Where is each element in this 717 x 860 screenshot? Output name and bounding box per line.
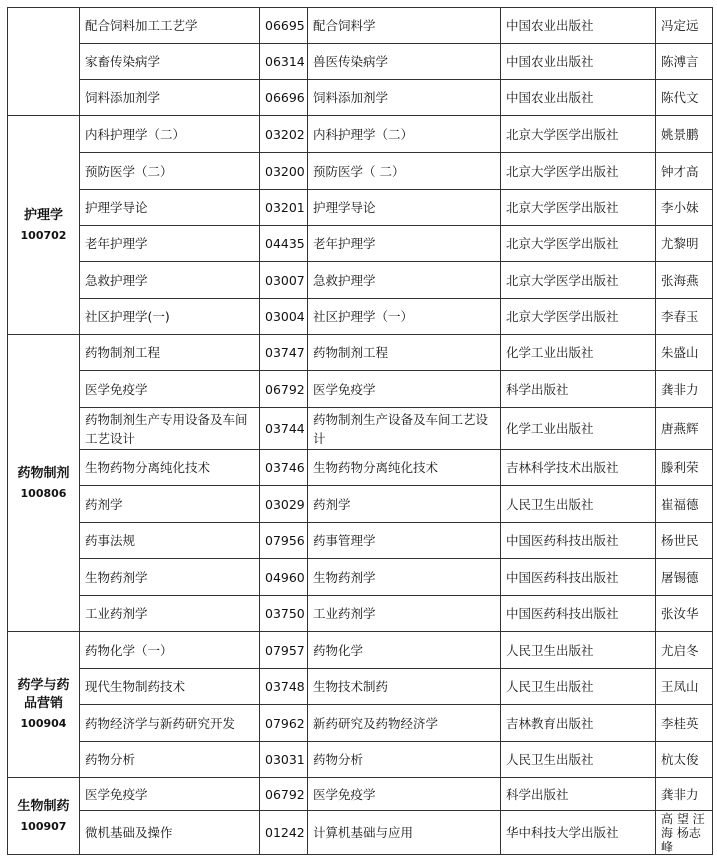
textbook-name: 工业药剂学 <box>308 596 501 632</box>
publisher: 人民卫生出版社 <box>501 486 656 523</box>
course-code: 03748 <box>260 669 308 705</box>
group-code: 100702 <box>20 228 67 242</box>
author: 张海燕 <box>656 262 713 299</box>
table-row <box>8 705 713 742</box>
textbook-name: 老年护理学 <box>308 226 501 262</box>
course-name: 配合饲料加工工艺学 <box>80 8 260 44</box>
author: 张汝华 <box>656 596 713 632</box>
author: 冯定远 <box>656 8 713 44</box>
course-code: 01242 <box>260 811 308 855</box>
table-row <box>8 778 713 811</box>
group-name: 药物制剂 <box>17 465 70 481</box>
group-cell <box>8 8 80 116</box>
textbook-name: 内科护理学（二） <box>308 116 501 153</box>
group-cell <box>8 632 80 778</box>
course-name: 药物分析 <box>80 742 260 778</box>
publisher: 华中科技大学出版社 <box>501 811 656 855</box>
course-code: 07956 <box>260 523 308 559</box>
textbook-name: 护理学导论 <box>308 190 501 226</box>
course-name: 内科护理学（二） <box>80 116 260 153</box>
textbook-name: 医学免疫学 <box>308 371 501 408</box>
course-name: 药物经济学与新药研究开发 <box>80 705 260 742</box>
table-row <box>8 226 713 262</box>
publisher: 化学工业出版社 <box>501 408 656 450</box>
publisher: 中国医药科技出版社 <box>501 523 656 559</box>
course-code: 03202 <box>260 116 308 153</box>
publisher: 吉林科学技术出版社 <box>501 450 656 486</box>
publisher: 北京大学医学出版社 <box>501 116 656 153</box>
course-name: 预防医学（二） <box>80 153 260 190</box>
textbook-name: 药事管理学 <box>308 523 501 559</box>
publisher: 人民卫生出版社 <box>501 669 656 705</box>
table-row <box>8 190 713 226</box>
publisher: 化学工业出版社 <box>501 335 656 371</box>
publisher: 北京大学医学出版社 <box>501 153 656 190</box>
course-name: 药物制剂工程 <box>80 335 260 371</box>
course-code: 03750 <box>260 596 308 632</box>
publisher: 北京大学医学出版社 <box>501 262 656 299</box>
course-name: 家畜传染病学 <box>80 44 260 80</box>
author: 钟才高 <box>656 153 713 190</box>
group-name: 药学与药品营销 <box>17 678 70 711</box>
course-name: 工业药剂学 <box>80 596 260 632</box>
publisher: 科学出版社 <box>501 778 656 811</box>
group-code: 100806 <box>20 486 67 500</box>
author: 陈代文 <box>656 80 713 116</box>
publisher: 吉林教育出版社 <box>501 705 656 742</box>
course-code: 03004 <box>260 299 308 335</box>
course-code: 03746 <box>260 450 308 486</box>
table-row <box>8 153 713 190</box>
course-code: 06314 <box>260 44 308 80</box>
author: 姚景鹏 <box>656 116 713 153</box>
course-name: 药物化学（一） <box>80 632 260 669</box>
textbook-name: 新药研究及药物经济学 <box>308 705 501 742</box>
table-row <box>8 811 713 855</box>
table-row <box>8 450 713 486</box>
publisher: 人民卫生出版社 <box>501 742 656 778</box>
course-name: 医学免疫学 <box>80 371 260 408</box>
course-name: 饲料添加剂学 <box>80 80 260 116</box>
table-row <box>8 80 713 116</box>
author: 杨世民 <box>656 523 713 559</box>
group-code: 100907 <box>20 819 67 833</box>
group-name: 护理学 <box>23 207 63 223</box>
course-code: 04960 <box>260 559 308 596</box>
course-code: 03200 <box>260 153 308 190</box>
textbook-name: 药物分析 <box>308 742 501 778</box>
author: 李桂英 <box>656 705 713 742</box>
publisher: 中国农业出版社 <box>501 8 656 44</box>
table-row <box>8 44 713 80</box>
author: 高 望 汪 海 杨志峰 <box>656 811 713 855</box>
course-code: 06792 <box>260 778 308 811</box>
course-name: 现代生物制药技术 <box>80 669 260 705</box>
course-code: 04435 <box>260 226 308 262</box>
textbook-name: 预防医学（ 二） <box>308 153 501 190</box>
textbook-name: 生物药物分离纯化技术 <box>308 450 501 486</box>
course-name: 药剂学 <box>80 486 260 523</box>
table-row <box>8 371 713 408</box>
table-row <box>8 335 713 371</box>
textbook-name: 医学免疫学 <box>308 778 501 811</box>
group-cell <box>8 335 80 632</box>
course-code: 07957 <box>260 632 308 669</box>
course-name: 生物药剂学 <box>80 559 260 596</box>
textbook-name: 兽医传染病学 <box>308 44 501 80</box>
course-code: 06792 <box>260 371 308 408</box>
course-code: 03747 <box>260 335 308 371</box>
course-code: 03029 <box>260 486 308 523</box>
author: 龚非力 <box>656 778 713 811</box>
group-cell <box>8 116 80 335</box>
publisher: 人民卫生出版社 <box>501 632 656 669</box>
course-code: 06696 <box>260 80 308 116</box>
textbook-name: 饲料添加剂学 <box>308 80 501 116</box>
table-row <box>8 742 713 778</box>
course-code: 06695 <box>260 8 308 44</box>
course-code: 03007 <box>260 262 308 299</box>
publisher: 中国医药科技出版社 <box>501 596 656 632</box>
publisher: 北京大学医学出版社 <box>501 299 656 335</box>
publisher: 科学出版社 <box>501 371 656 408</box>
textbook-name: 药剂学 <box>308 486 501 523</box>
publisher: 中国农业出版社 <box>501 80 656 116</box>
course-name: 生物药物分离纯化技术 <box>80 450 260 486</box>
publisher: 中国农业出版社 <box>501 44 656 80</box>
publisher: 北京大学医学出版社 <box>501 226 656 262</box>
table-row <box>8 596 713 632</box>
group-name: 生物制药 <box>17 798 70 814</box>
textbook-name: 生物药剂学 <box>308 559 501 596</box>
textbook-name: 急救护理学 <box>308 262 501 299</box>
table-row <box>8 8 713 44</box>
course-table <box>7 7 713 855</box>
course-code: 03744 <box>260 408 308 450</box>
table-row <box>8 523 713 559</box>
author: 李小妹 <box>656 190 713 226</box>
course-name: 急救护理学 <box>80 262 260 299</box>
author: 崔福德 <box>656 486 713 523</box>
table-row <box>8 116 713 153</box>
author: 李春玉 <box>656 299 713 335</box>
author: 尤黎明 <box>656 226 713 262</box>
textbook-name: 药物化学 <box>308 632 501 669</box>
course-name: 老年护理学 <box>80 226 260 262</box>
group-cell <box>8 778 80 855</box>
course-name: 社区护理学(一) <box>80 299 260 335</box>
group-code: 100904 <box>20 717 67 730</box>
author: 屠锡德 <box>656 559 713 596</box>
table-row <box>8 632 713 669</box>
table-row <box>8 262 713 299</box>
course-code: 07962 <box>260 705 308 742</box>
author: 王凤山 <box>656 669 713 705</box>
author: 杭太俊 <box>656 742 713 778</box>
publisher: 中国医药科技出版社 <box>501 559 656 596</box>
table-row <box>8 299 713 335</box>
table-row <box>8 408 713 450</box>
course-code: 03031 <box>260 742 308 778</box>
textbook-name: 药物制剂生产设备及车间工艺设计 <box>308 408 501 450</box>
textbook-name: 生物技术制药 <box>308 669 501 705</box>
publisher: 北京大学医学出版社 <box>501 190 656 226</box>
table-row <box>8 486 713 523</box>
textbook-name: 药物制剂工程 <box>308 335 501 371</box>
course-name: 药物制剂生产专用设备及车间工艺设计 <box>80 408 260 450</box>
author: 朱盛山 <box>656 335 713 371</box>
author: 滕利荣 <box>656 450 713 486</box>
author: 唐燕辉 <box>656 408 713 450</box>
textbook-name: 社区护理学（一） <box>308 299 501 335</box>
author: 龚非力 <box>656 371 713 408</box>
author: 尤启冬 <box>656 632 713 669</box>
textbook-name: 计算机基础与应用 <box>308 811 501 855</box>
course-name: 护理学导论 <box>80 190 260 226</box>
table-row <box>8 559 713 596</box>
author: 陈溥言 <box>656 44 713 80</box>
course-code: 03201 <box>260 190 308 226</box>
course-name: 微机基础及操作 <box>80 811 260 855</box>
course-name: 药事法规 <box>80 523 260 559</box>
textbook-name: 配合饲料学 <box>308 8 501 44</box>
table-row <box>8 669 713 705</box>
course-name: 医学免疫学 <box>80 778 260 811</box>
